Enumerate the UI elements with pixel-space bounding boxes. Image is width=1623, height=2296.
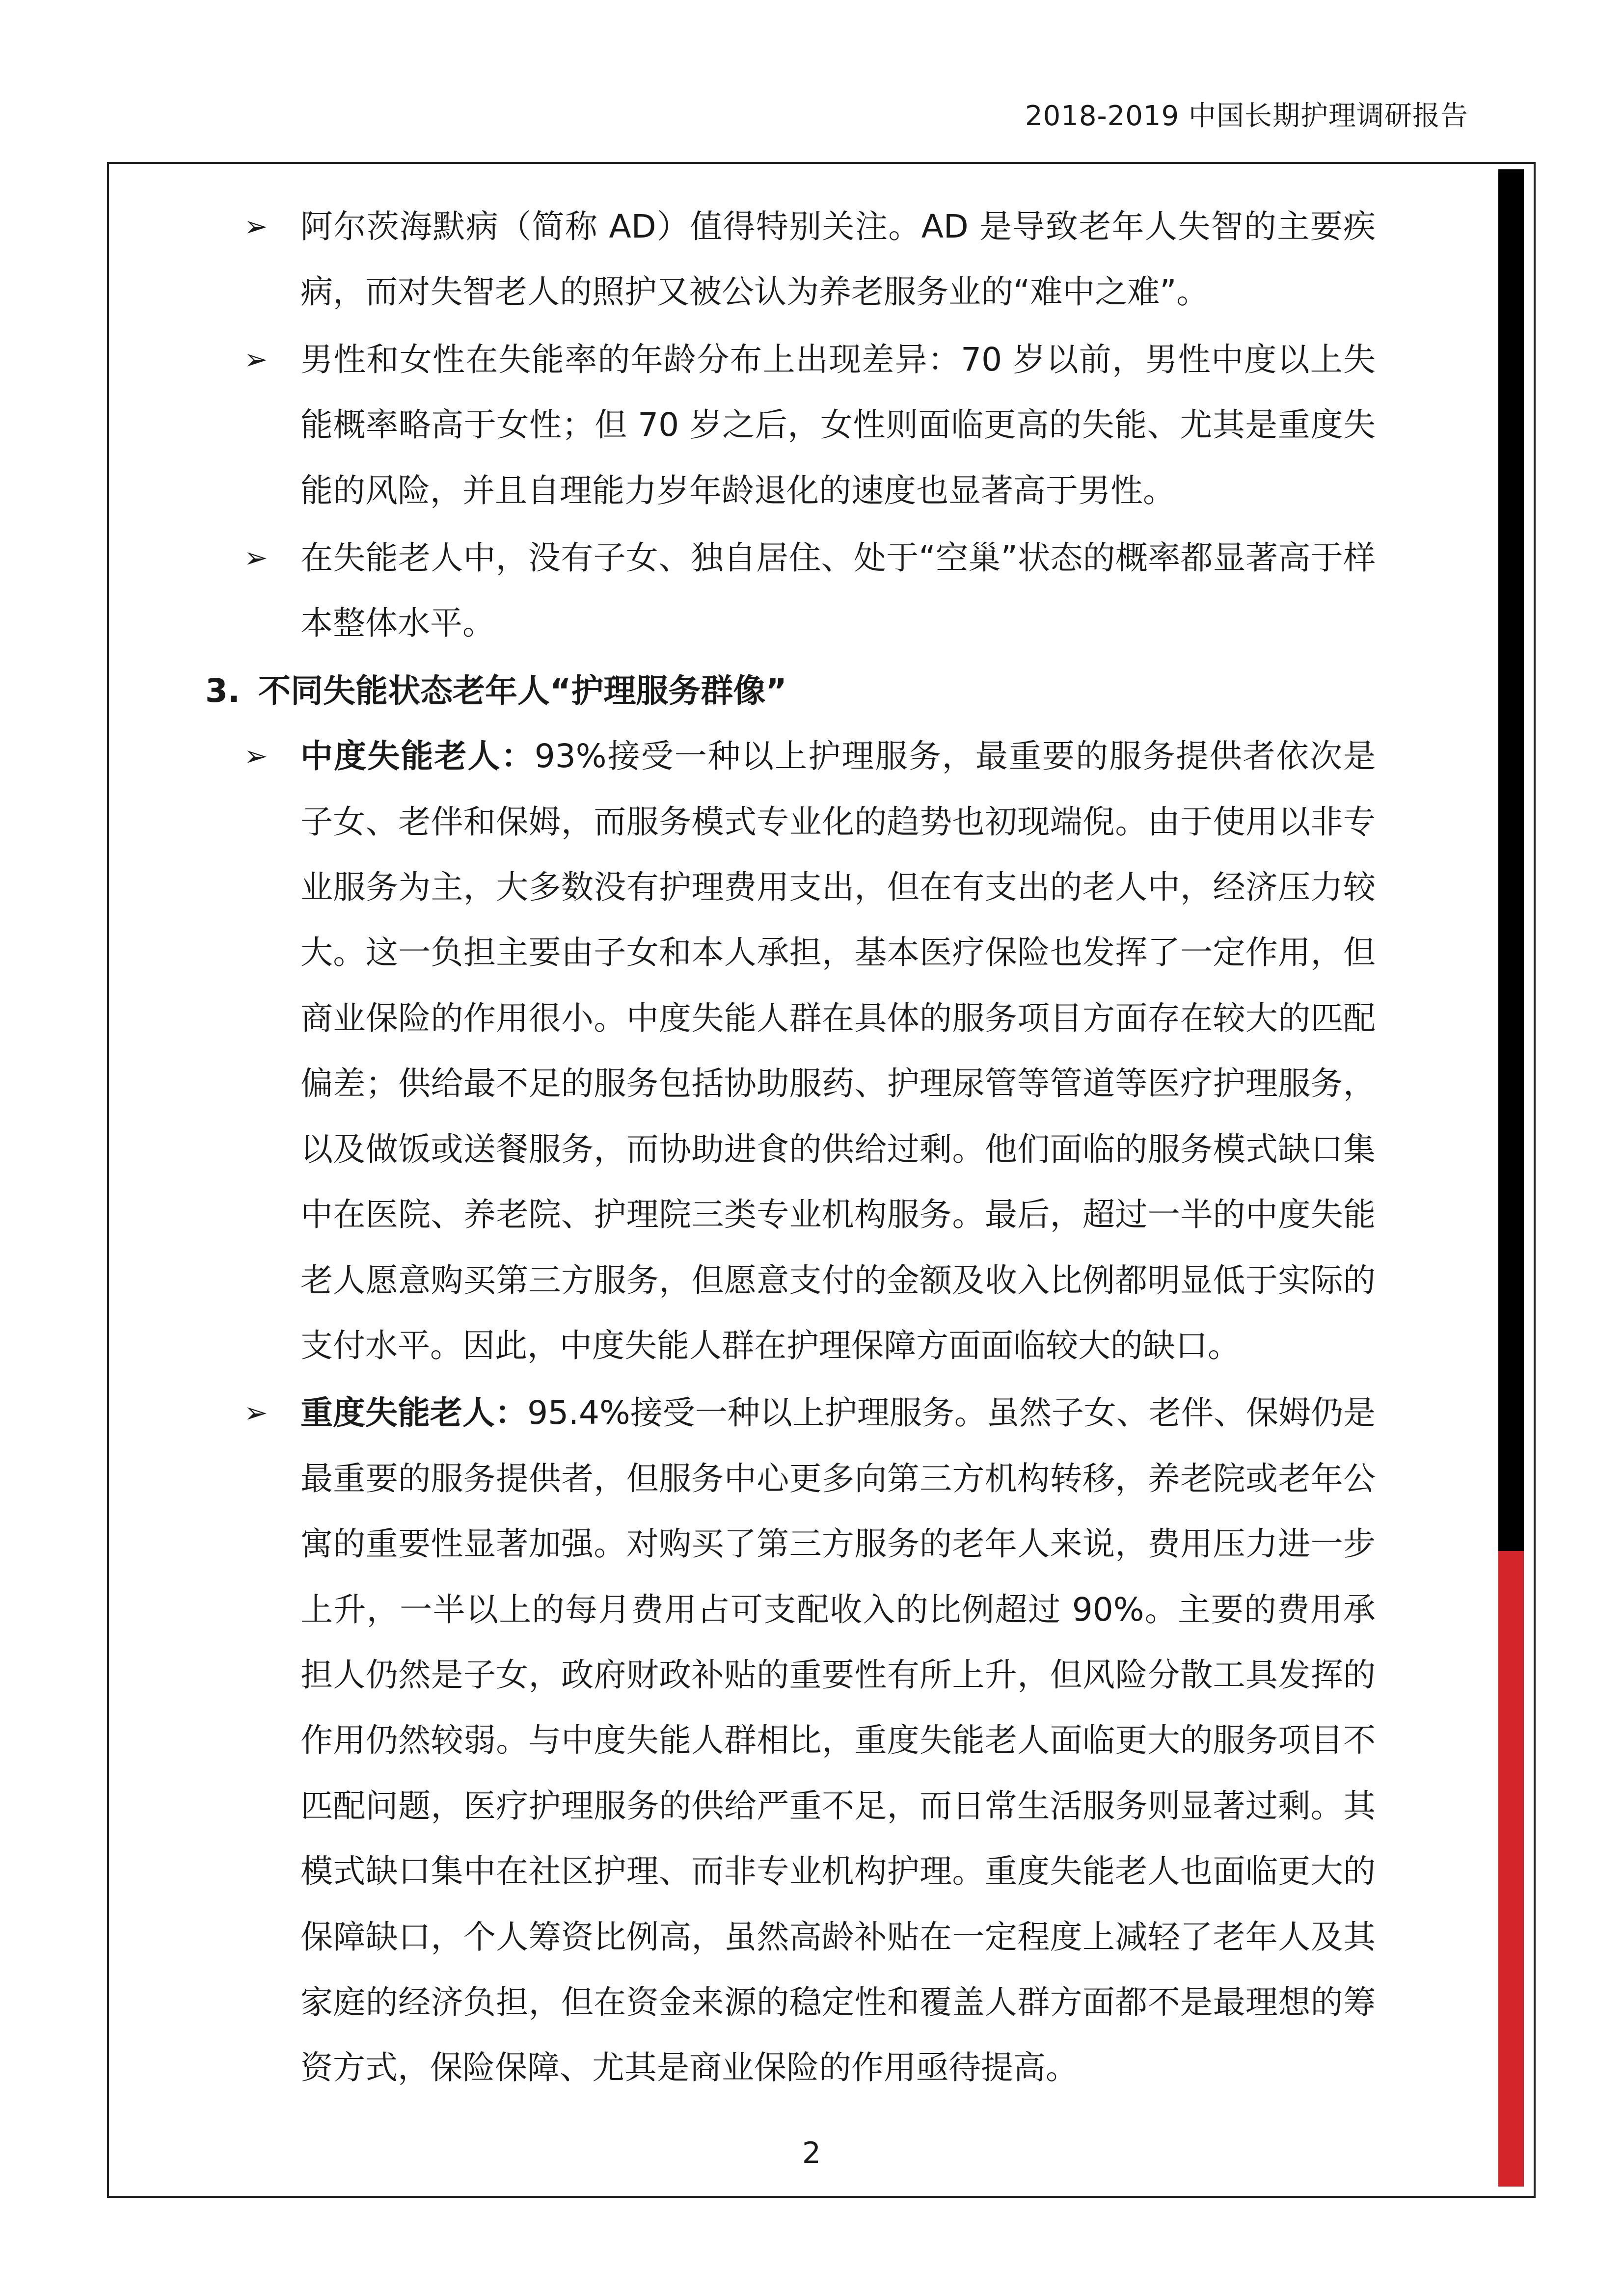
bullet-item (244, 194, 1376, 325)
arrow-bullet-icon: ➢ (244, 541, 268, 575)
page-content (0, 194, 1623, 2101)
bullet-text: 95.4%接受一种以上护理服务。虽然子女、老伴、保姆仍是最重要的服务提供者，但服务中心更多向第三方机构转移，养老院或老年公寓的重要性显著加强。对购买了第三方服务的老年人来说，费用压力进一步上升，一半以上的每月费用占可支配收入的比例超过 90%。主要的费用承担人仍然是子女，政府财政补贴的重要性有所上升，但风险分散工具发挥的作用仍然较弱。与中度失能人群相比，重度失能老人面临更大的服务项目不匹配问题，医疗护理服务的供给严重不足，而日常生活服务则显著过剩。其模式缺口集中在社区护理、而非专业机构护理。重度失能老人也面临更大的保障缺口，个人筹资比例高，虽然高龄补贴在一定程度上减轻了老年人及其家庭的经济负担，但在资金来源的稳定性和覆盖人群方面都不是最理想的筹资方式，保险保障、尤其是商业保险的作用亟待提高。 (300, 1394, 1376, 2087)
bullet-item (244, 1380, 1376, 2100)
arrow-bullet-icon: ➢ (244, 1396, 268, 1430)
bullet-text: 阿尔茨海默病（简称 AD）值得特别关注。AD 是导致老年人失智的主要疾病，而对失智老人的照护又被公认为养老服务业的“难中之难”。 (300, 208, 1376, 311)
bullet-lead: 中度失能老人： (300, 737, 535, 775)
bullet-text: 男性和女性在失能率的年龄分布上出现差异：70 岁以前，男性中度以上失能概率略高于女性；但 70 岁之后，女性则面临更高的失能、尤其是重度失能的风险，并且自理能力岁年龄退化的速度也显著高于男性。 (300, 340, 1376, 509)
page-number: 2 (802, 2136, 821, 2170)
bullet-lead: 重度失能老人： (300, 1394, 528, 1432)
bullet-item (244, 525, 1376, 656)
arrow-bullet-icon: ➢ (244, 739, 268, 773)
section-heading (205, 658, 1623, 723)
bullet-text: 93%接受一种以上护理服务，最重要的服务提供者依次是子女、老伴和保姆，而服务模式专业化的趋势也初现端倪。由于使用以非专业服务为主，大多数没有护理费用支出，但在有支出的老人中，经济压力较大。这一负担主要由子女和本人承担，基本医疗保险也发挥了一定作用，但商业保险的作用很小。中度失能人群在具体的服务项目方面存在较大的匹配偏差；供给最不足的服务包括协助服药、护理尿管等管道等医疗护理服务，以及做饭或送餐服务，而协助进食的供给过剩。他们面临的服务模式缺口集中在医院、养老院、护理院三类专业机构服务。最后，超过一半的中度失能老人愿意购买第三方服务，但愿意支付的金额及收入比例都明显低于实际的支付水平。因此，中度失能人群在护理保障方面面临较大的缺口。 (300, 737, 1376, 1364)
bullet-item (244, 327, 1376, 523)
section-title: 不同失能状态老年人“护理服务群像” (258, 671, 787, 710)
section-number: 3. (205, 671, 240, 710)
bullet-item (244, 723, 1376, 1378)
running-header: 2018-2019 中国长期护理调研报告 (1025, 100, 1468, 132)
arrow-bullet-icon: ➢ (244, 210, 268, 243)
arrow-bullet-icon: ➢ (244, 342, 268, 376)
bullet-text: 在失能老人中，没有子女、独自居住、处于“空巢”状态的概率都显著高于样本整体水平。 (300, 539, 1376, 642)
